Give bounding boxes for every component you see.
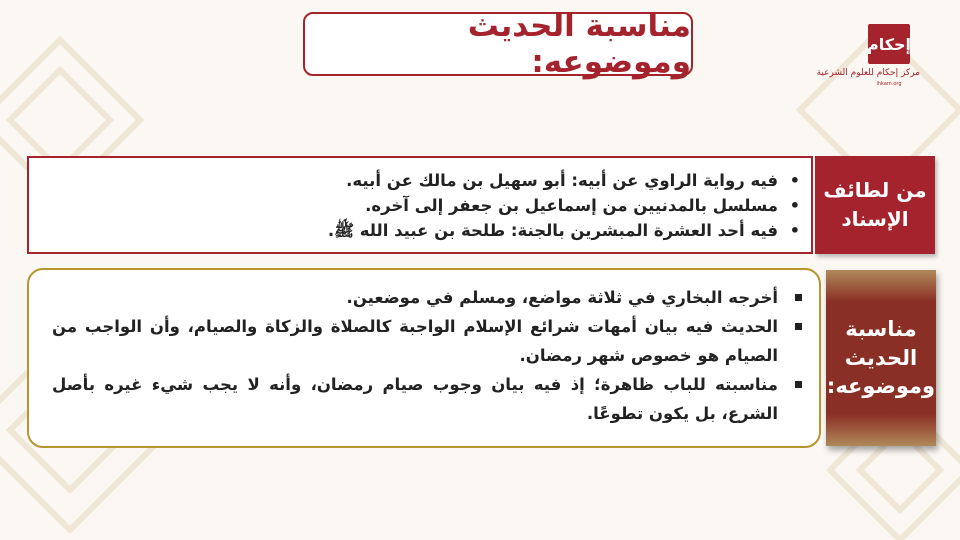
list-item: أخرجه البخاري في ثلاثة مواضع، ومسلم في موضعين. xyxy=(52,283,812,312)
logo-mark-text: إحكام xyxy=(866,34,912,54)
slide-title xyxy=(303,8,693,80)
ihkam-logo xyxy=(816,20,920,90)
slide-title-text: مناسبة الحديث وموضوعه: xyxy=(467,8,691,80)
list-item: • فيه أحد العشرة المبشرين بالجنة: طلحة بن عبيد الله ﷺ. xyxy=(150,218,810,243)
isnad-features-label xyxy=(815,156,935,254)
logo-tagline: ihkam.org xyxy=(876,81,902,87)
list-item: • فيه رواية الراوي عن أبيه: أبو سهيل بن مالك عن أبيه. xyxy=(150,168,810,193)
list-item: الحديث فيه بيان أمهات شرائع الإسلام الواجبة كالصلاة والزكاة والصيام، وأن الواجب من الصيام هو خصوص شهر رمضان. xyxy=(52,312,812,370)
logo-subtitle: مركز إحكام للعلوم الشرعية xyxy=(816,68,920,78)
label-line: الإسناد xyxy=(841,207,909,231)
label-line: وموضوعه: xyxy=(826,374,936,399)
list-item: • مسلسل بالمدنيين من إسماعيل بن جعفر إلى آخره. xyxy=(150,193,810,218)
label-line: الحديث xyxy=(844,345,918,370)
hadith-relevance-label xyxy=(826,270,936,446)
logo-mark xyxy=(868,24,910,64)
label-line: مناسبة xyxy=(845,317,917,342)
hadith-relevance-list xyxy=(52,283,812,428)
list-item: مناسبته للباب ظاهرة؛ إذ فيه بيان وجوب صيام رمضان، وأنه لا يجب شيء غيره بأصل الشرع، بل يكون تطوعًا. xyxy=(52,370,812,428)
label-line: من لطائف xyxy=(823,178,927,202)
isnad-features-list xyxy=(150,168,810,243)
